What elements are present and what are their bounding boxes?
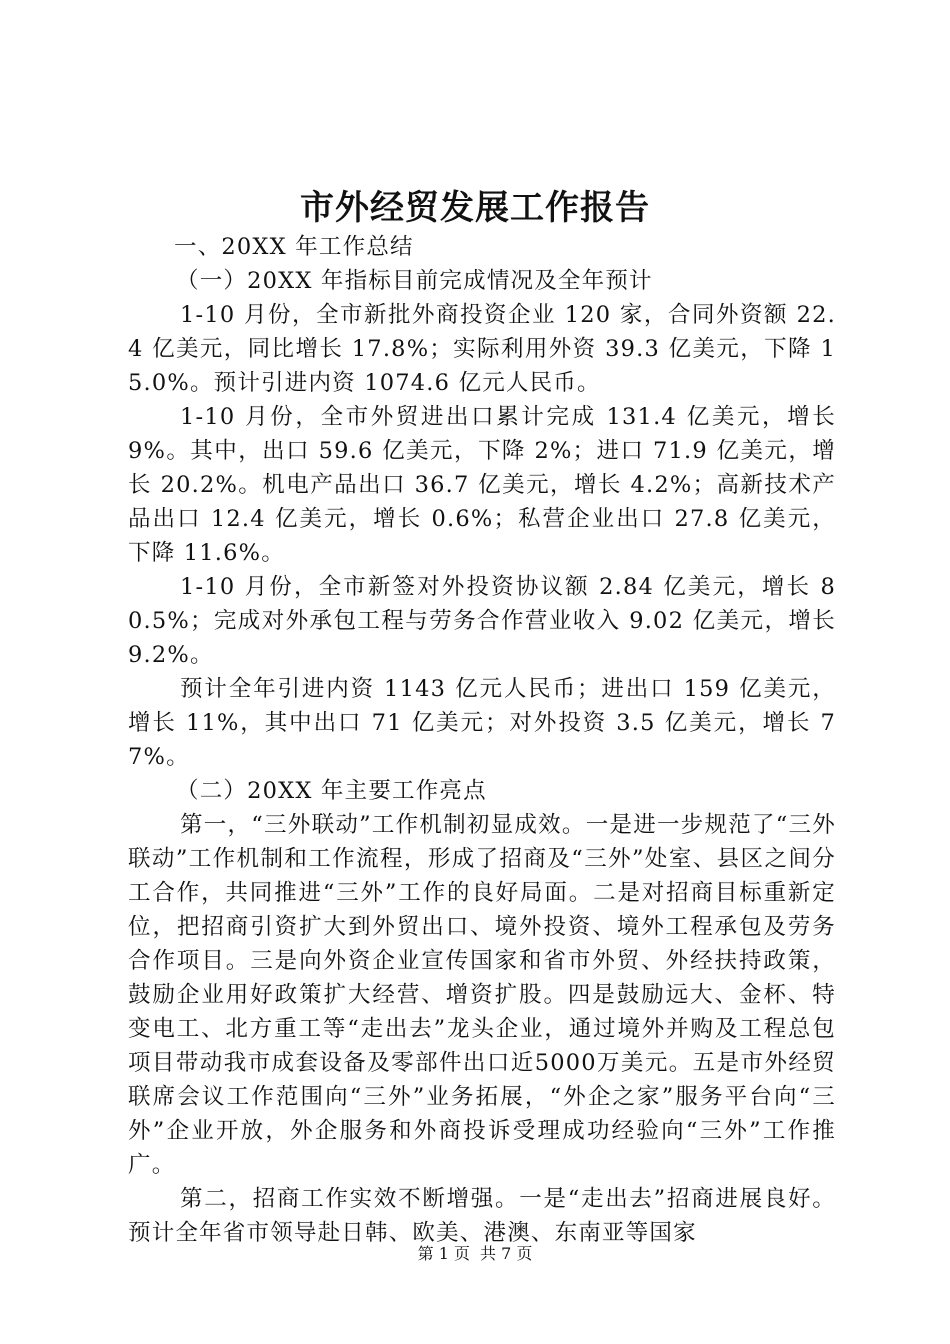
subsection-heading: （二）20XX 年主要工作亮点 — [176, 778, 487, 804]
paragraph: 第二，招商工作实效不断增强。一是“走出去”招商进展良好。预计全年省市领导赴日韩、欧美、港澳、东南亚等国家 — [128, 1186, 836, 1246]
document-title: 市外经贸发展工作报告 — [300, 188, 650, 228]
document-body — [128, 230, 836, 1250]
page-footer — [0, 1243, 950, 1265]
section-heading: 一、20XX 年工作总结 — [174, 234, 414, 260]
paragraph: 1-10 月份，全市新批外商投资企业 120 家，合同外资额 22.4 亿美元，同比增长 17.8%；实际利用外资 39.3 亿美元，下降 15.0%。预计引进内资 1074.6 亿元人民币。 — [128, 302, 836, 396]
paragraph: 1-10 月份，全市外贸进出口累计完成 131.4 亿美元，增长 9%。其中，出口 59.6 亿美元，下降 2%；进口 71.9 亿美元，增长 20.2%。机电产品出口 36.7 亿美元，增长 4.2%；高新技术产品出口 12.4 亿美元，增长 0.6%；私营企业出口 27.8 亿美元，下降 11.6%。 — [128, 404, 836, 566]
page-number: 第 1 页 — [417, 1244, 470, 1263]
page-total: 共 7 页 — [480, 1244, 533, 1263]
paragraph: 预计全年引进内资 1143 亿元人民币；进出口 159 亿美元，增长 11%，其中出口 71 亿美元；对外投资 3.5 亿美元，增长 77%。 — [128, 676, 836, 770]
paragraph: 第一，“三外联动”工作机制初显成效。一是进一步规范了“三外联动”工作机制和工作流程，形成了招商及“三外”处室、县区之间分工合作，共同推进“三外”工作的良好局面。二是对招商目标重新定位，把招商引资扩大到外贸出口、境外投资、境外工程承包及劳务合作项目。三是向外资企业宣传国家和省市外贸、外经扶持政策，鼓励企业用好政策扩大经营、增资扩股。四是鼓励远大、金杯、特变电工、北方重工等“走出去”龙头企业，通过境外并购及工程总包项目带动我市成套设备及零部件出口近5000万美元。五是市外经贸联席会议工作范围向“三外”业务拓展，“外企之家”服务平台向“三外”企业开放，外企服务和外商投诉受理成功经验向“三外”工作推广。 — [128, 812, 836, 1178]
subsection-heading: （一）20XX 年指标目前完成情况及全年预计 — [176, 268, 653, 294]
paragraph: 1-10 月份，全市新签对外投资协议额 2.84 亿美元，增长 80.5%；完成对外承包工程与劳务合作营业收入 9.02 亿美元，增长 9.2%。 — [128, 574, 836, 668]
